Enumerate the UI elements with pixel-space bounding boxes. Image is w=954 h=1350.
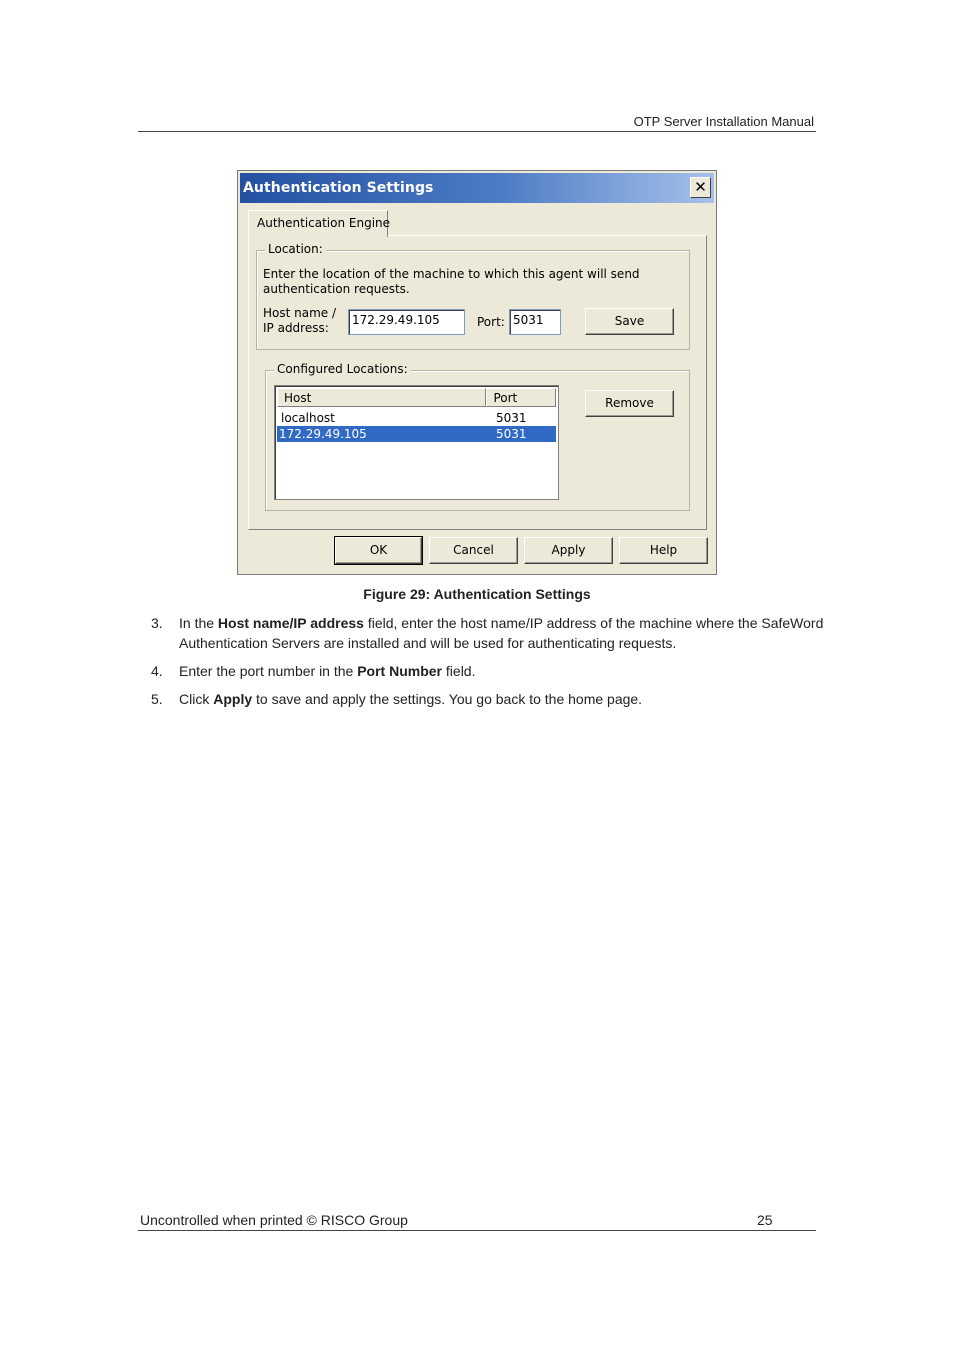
port-label: Port: — [477, 315, 505, 329]
host-label-line1: Host name / — [263, 306, 337, 320]
remove-button[interactable]: Remove — [585, 390, 674, 417]
step-number: 5. — [151, 691, 163, 707]
column-header-port[interactable]: Port — [486, 388, 556, 407]
list-header — [277, 388, 556, 407]
step-text-pre: In the — [179, 615, 218, 631]
header-rule — [138, 131, 816, 132]
dialog-title: Authentication Settings — [243, 180, 434, 196]
help-button[interactable]: Help — [619, 537, 708, 564]
step-number: 4. — [151, 663, 163, 679]
step-text-bold: Host name/IP address — [217, 615, 364, 631]
step-text-post: field. — [442, 663, 476, 679]
row-host: localhost — [281, 411, 335, 425]
location-group-title: Location: — [265, 242, 326, 256]
footer-copyright: Uncontrolled when printed © RISCO Group — [140, 1212, 408, 1228]
list-row-selected[interactable] — [277, 426, 556, 442]
close-icon: ✕ — [694, 178, 707, 196]
page-number: 25 — [757, 1212, 773, 1228]
step-text-bold: Apply — [213, 691, 253, 707]
row-host: 172.29.49.105 — [279, 427, 367, 441]
step-item — [151, 661, 831, 681]
cancel-button[interactable]: Cancel — [429, 537, 518, 564]
instruction-steps — [151, 613, 831, 717]
footer-rule — [138, 1230, 816, 1231]
location-description: Enter the location of the machine to which this agent will send authentication requests. — [263, 267, 640, 296]
step-number: 3. — [151, 615, 163, 631]
save-button[interactable]: Save — [585, 308, 674, 335]
step-text-post: field, enter the host name/IP address of the machine where the SafeWord Authentication Servers are installed and will be used for authenticating requests. — [179, 615, 824, 651]
ok-button[interactable]: OK — [335, 537, 422, 564]
close-button[interactable] — [690, 177, 711, 198]
step-item — [151, 613, 831, 653]
configured-locations-title: Configured Locations: — [274, 362, 411, 376]
apply-button[interactable]: Apply — [524, 537, 613, 564]
host-name-label — [263, 306, 336, 336]
host-name-input[interactable]: 172.29.49.105 — [348, 309, 465, 335]
figure-caption: Figure 29: Authentication Settings — [363, 586, 591, 602]
running-header: OTP Server Installation Manual — [633, 114, 814, 129]
tab-authentication-engine[interactable]: Authentication Engine — [248, 210, 388, 237]
configured-locations-list[interactable] — [274, 385, 559, 500]
host-label-line2: IP address: — [263, 321, 329, 335]
step-text-pre: Click — [179, 691, 214, 707]
row-port: 5031 — [496, 427, 527, 441]
dialog-titlebar[interactable] — [240, 173, 714, 203]
port-input[interactable]: 5031 — [509, 309, 561, 335]
step-text-bold: Port Number — [357, 663, 443, 679]
row-port: 5031 — [496, 411, 527, 425]
column-header-host[interactable]: Host — [277, 388, 486, 407]
authentication-settings-dialog — [237, 170, 717, 575]
step-text-pre: Enter the port number in the — [179, 663, 358, 679]
step-text-post: to save and apply the settings. You go back to the home page. — [252, 691, 643, 707]
step-item — [151, 689, 831, 709]
list-row[interactable] — [277, 410, 556, 426]
